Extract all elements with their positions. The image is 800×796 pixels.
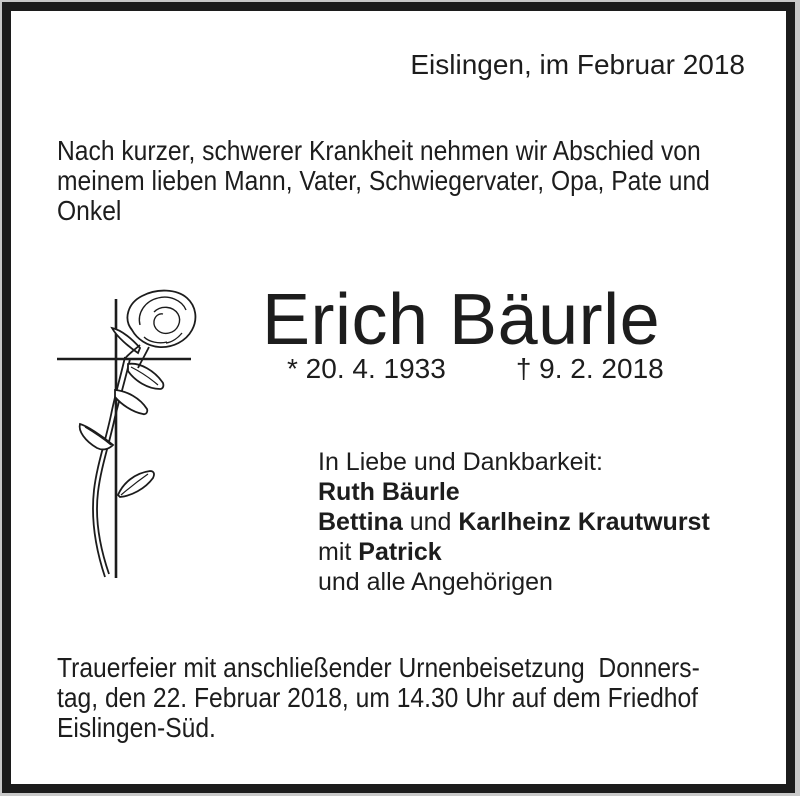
mourner-relatives: und alle Angehörigen	[318, 568, 553, 596]
funeral-line: Trauerfeier mit anschließender Urnenbeisetzung Donners-	[57, 652, 700, 683]
deceased-name: Erich Bäurle	[262, 280, 661, 360]
mourner-widow: Ruth Bäurle	[318, 478, 460, 506]
cross-rose-icon	[45, 285, 215, 585]
funeral-line: Eislingen-Süd.	[57, 712, 216, 743]
mourner-children: Bettina und Karlheinz Krautwurst	[318, 508, 710, 536]
mourners-block	[318, 447, 710, 597]
death-date: † 9. 2. 2018	[515, 353, 664, 384]
mourner-grandson: mit Patrick	[318, 538, 442, 566]
birth-date: * 20. 4. 1933	[287, 353, 446, 384]
intro-paragraph	[57, 136, 710, 226]
mourners-lead: In Liebe und Dankbarkeit:	[318, 448, 603, 476]
intro-line: Nach kurzer, schwerer Krankheit nehmen wir Abschied von	[57, 135, 701, 166]
funeral-paragraph	[57, 653, 700, 743]
intro-line: Onkel	[57, 195, 122, 226]
intro-line: meinem lieben Mann, Vater, Schwiegervater, Opa, Pate und	[57, 165, 710, 196]
funeral-line: tag, den 22. Februar 2018, um 14.30 Uhr auf dem Friedhof	[57, 682, 699, 713]
life-dates	[287, 354, 664, 384]
dateline: Eislingen, im Februar 2018	[410, 49, 745, 80]
